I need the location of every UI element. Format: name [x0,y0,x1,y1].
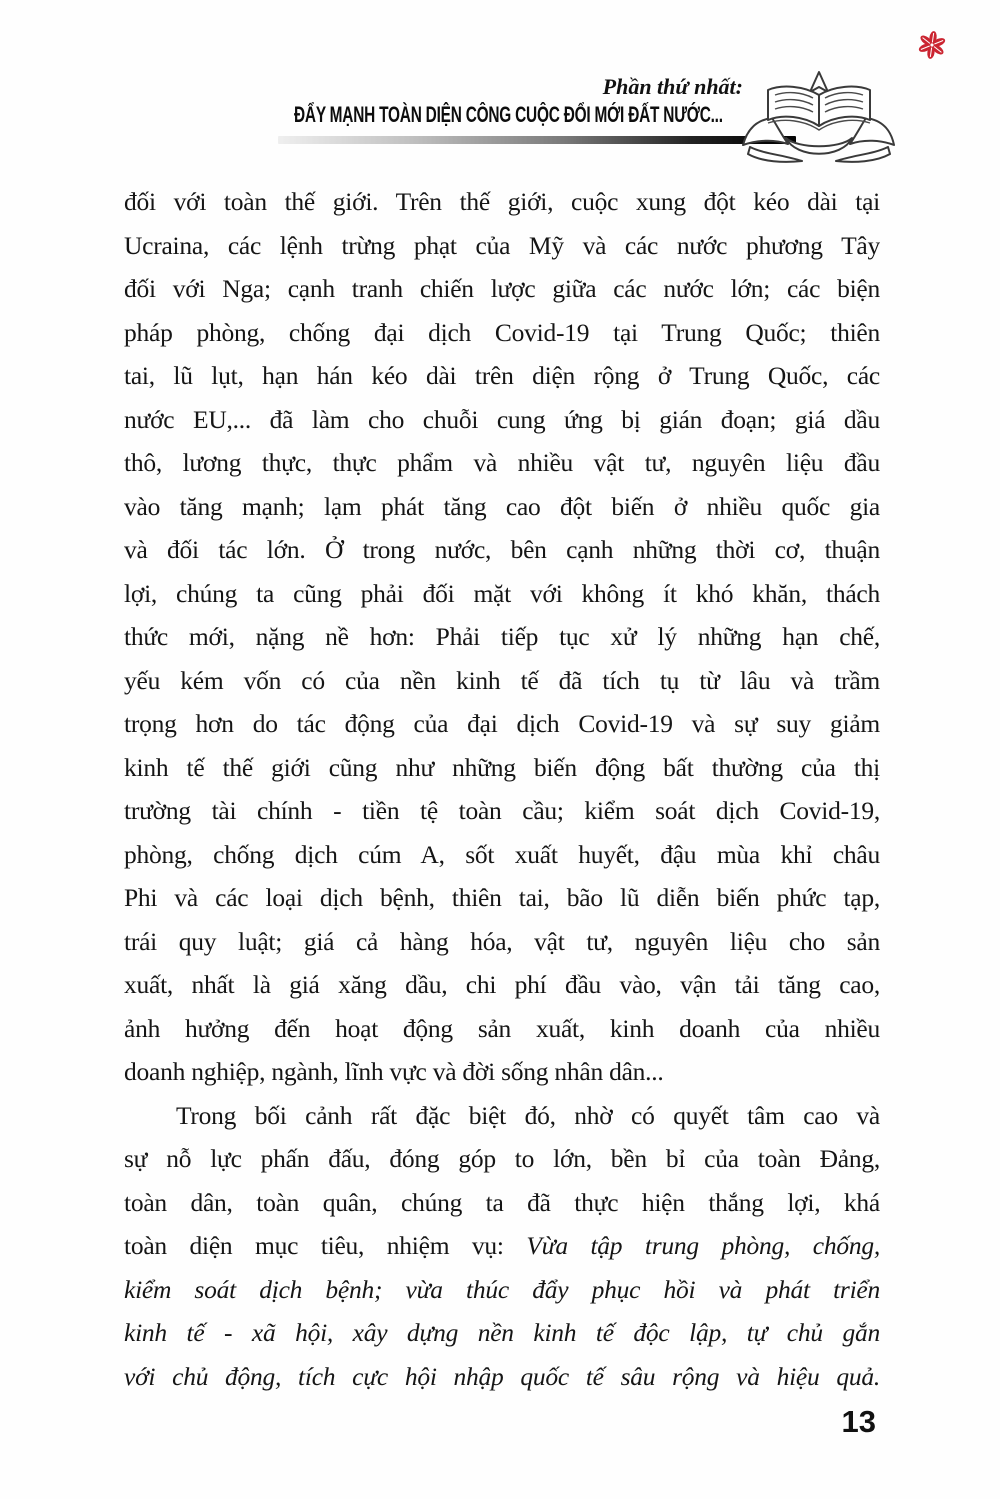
text-line: thô, lương thực, thực phẩm và nhiều vật tư, nguyên liệu đầu [124,448,880,477]
text-line: trường tài chính - tiền tệ toàn cầu; kiểm soát dịch Covid-19, [124,796,880,825]
text-line: đối với Nga; cạnh tranh chiến lược giữa các nước lớn; các biện [124,274,880,303]
text-line: lợi, chúng ta cũng phải đối mặt với không ít khó khăn, thách [124,578,880,608]
text-line: toàn diện mục tiêu, nhiệm vụ: Vừa tập trung phòng, chống, [124,1231,880,1260]
text-line: trọng hơn do tác động của đại dịch Covid-19 và sự suy giảm [124,709,880,738]
text-line: Ucraina, các lệnh trừng phạt của Mỹ và các nước phương Tây [124,230,880,260]
text-line: kiểm soát dịch bệnh; vừa thúc đẩy phục hồi và phát triển [124,1274,880,1304]
text-line: phòng, chống dịch cúm A, sốt xuất huyết, đậu mùa khỉ châu [124,839,880,869]
header-chapter-title: ĐẨY MẠNH TOÀN DIỆN CÔNG CUỘC ĐỔI MỚI ĐẤT NƯỚC... [294,102,723,127]
text-line: yếu kém vốn có của nền kinh tế đã tích tụ từ lâu và trầm [124,665,880,695]
text-line: và đối tác lớn. Ở trong nước, bên cạnh những thời cơ, thuận [124,535,880,564]
text-line: Trong bối cảnh rất đặc biệt đó, nhờ có quyết tâm cao và [176,1100,880,1130]
text-line: sự nỗ lực phấn đấu, đóng góp to lớn, bền bỉ của toàn Đảng, [124,1144,880,1173]
lotus-book-icon [742,70,895,166]
text-line: ảnh hưởng đến hoạt động sản xuất, kinh doanh của nhiều [124,1013,880,1043]
text-line: thức mới, nặng nề hơn: Phải tiếp tục xử lý những hạn chế, [124,622,880,651]
header-divider [278,136,796,144]
header-part-label: Phần thứ nhất: [602,74,743,99]
text-line: với chủ động, tích cực hội nhập quốc tế sâu rộng và hiệu quả. [124,1361,880,1391]
text-line: doanh nghiệp, ngành, lĩnh vực và đời sống nhân dân... [124,1057,664,1086]
page-number: 13 [841,1404,876,1439]
text-line: toàn dân, toàn quân, chúng ta đã thực hiện thắng lợi, khá [124,1187,880,1217]
text-line: Phi và các loại dịch bệnh, thiên tai, bão lũ diễn biến phức tạp, [124,883,880,912]
text-line: nước EU,... đã làm cho chuỗi cung ứng bị gián đoạn; giá dầu [124,404,880,434]
text-line: xuất, nhất là giá xăng dầu, chi phí đầu vào, vận tải tăng cao, [124,970,880,999]
text-line: đối với toàn thế giới. Trên thế giới, cuộc xung đột kéo dài tại [124,187,880,216]
text-line: kinh tế thế giới cũng như những biến động bất thường của thị [124,752,880,782]
text-line: vào tăng mạnh; lạm phát tăng cao đột biến ở nhiều quốc gia [124,491,880,521]
flower-ornament-icon [916,29,948,61]
text-line: pháp phòng, chống đại dịch Covid-19 tại Trung Quốc; thiên [124,317,880,347]
body-text [124,180,880,1398]
text-line: trái quy luật; giá cả hàng hóa, vật tư, nguyên liệu cho sản [124,926,880,956]
text-line: tai, lũ lụt, hạn hán kéo dài trên diện rộng ở Trung Quốc, các [124,361,880,390]
text-line: kinh tế - xã hội, xây dựng nền kinh tế độc lập, tự chủ gắn [124,1318,880,1347]
